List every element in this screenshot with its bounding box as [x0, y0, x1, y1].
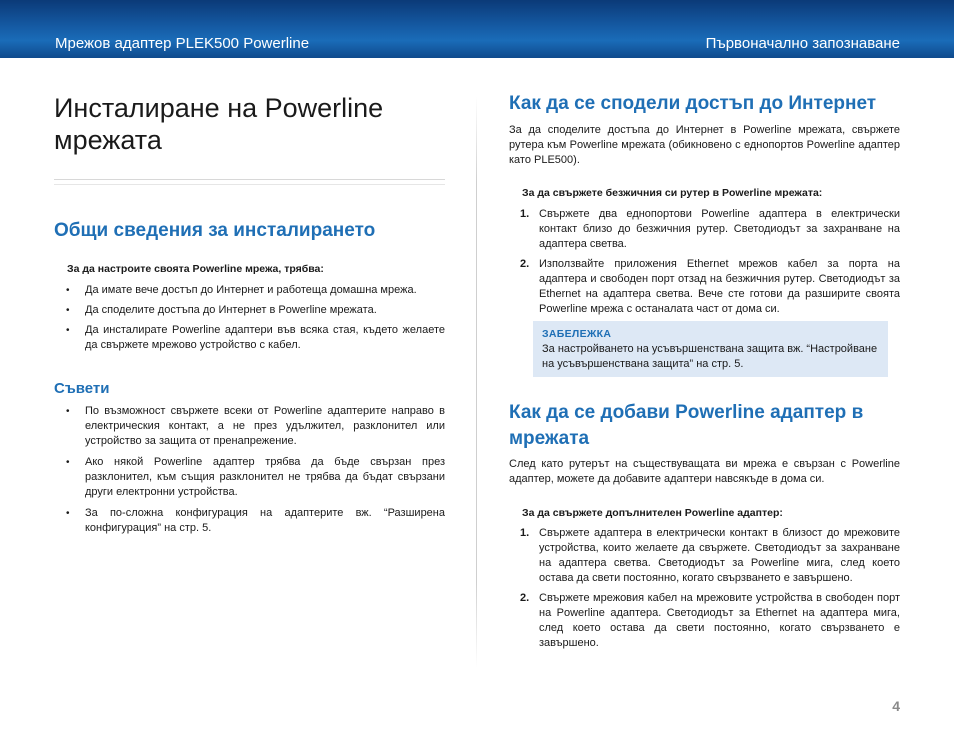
step-text: Свържете адаптера в електрически контакт в близост до мрежовите устройства, които желаете да свържете. Светодиодът за захранване на адаптера светва. Светодиодът за Powerline мига, след което остава да свети постоянно, когато свързването е завършено.	[539, 527, 900, 584]
share-paragraph: За да споделите достъпа до Интернет в Powerline мрежата, свържете рутера към Powerline мрежата (обикновено с еднопортов Powerline адаптер като PLE500).	[509, 124, 900, 166]
note-box	[533, 321, 888, 377]
page-header	[0, 0, 954, 58]
list-item: • Да имате вече достъп до Интернет и работеща домашна мрежа.	[54, 283, 445, 298]
list-item: • Да инсталирате Powerline адаптери във всяка стая, където желаете да свържете мрежово устройство с кабел.	[54, 323, 445, 353]
list-item	[509, 257, 900, 317]
share-steps	[509, 207, 900, 317]
tips-heading: Съвети	[54, 380, 110, 397]
share-lead: За да свържете безжичния си рутер в Powerline мрежата:	[522, 187, 823, 199]
step-text: Свържете два еднопортови Powerline адаптера в електрически контакт близо до безжичния рутер. Светодиодът за захранване на адаптера светва.	[539, 208, 900, 250]
tips-list	[54, 404, 445, 536]
list-item: • По възможност свържете всеки от Powerline адаптерите направо в електрическия контакт, а не през удължител, разклонител или устройство за защита от пренапрежение.	[54, 404, 445, 449]
note-title: ЗАБЕЛЕЖКА	[542, 328, 612, 340]
add-adapter-lead: За да свържете допълнителен Powerline адаптер:	[522, 507, 783, 519]
overview-heading: Общи сведения за инсталирането	[54, 220, 376, 241]
share-heading: Как да се сподели достъп до Интернет	[509, 93, 877, 114]
step-number: 1.	[520, 208, 530, 220]
add-adapter-heading: Как да се добави Powerline адаптер в мрежата	[509, 402, 864, 449]
overview-lead: За да настроите своята Powerline мрежа, трябва:	[67, 263, 324, 275]
list-item	[509, 591, 900, 651]
add-adapter-paragraph: След като рутерът на съществуващата ви мрежа е свързан с Powerline адаптер, можете да добавите адаптери навсякъде в дома си.	[509, 458, 900, 485]
title-divider	[54, 179, 445, 180]
list-item: • Ако някой Powerline адаптер трябва да бъде свързан през разклонител, към същия разклонител не трябва да бъдат свързани други електронни устройства.	[54, 455, 445, 500]
header-section-title: Първоначално запознаване	[705, 35, 900, 52]
column-divider	[476, 96, 477, 668]
step-text: Свържете мрежовия кабел на мрежовите устройства в свободен порт на Powerline адаптера. Светодиодът за Ethernet на адаптера мига, след което остава да свети постоянно, когато свързването е завършено.	[539, 592, 900, 649]
step-number: 1.	[520, 527, 530, 539]
note-text: За настройването на усъвършенствана защита вж. “Настройване на усъвършенствана защита” на стр. 5.	[542, 343, 878, 370]
header-product-title: Мрежов адаптер PLEK500 Powerline	[55, 35, 310, 52]
list-item: • Да споделите достъпа до Интернет в Powerline мрежата.	[54, 303, 445, 318]
list-item: • За по-сложна конфигурация на адаптерите вж. “Разширена конфигурация” на стр. 5.	[54, 506, 445, 536]
list-item	[509, 526, 900, 586]
title-divider-secondary	[54, 184, 445, 185]
step-number: 2.	[520, 592, 530, 604]
step-number: 2.	[520, 258, 530, 270]
add-adapter-steps	[509, 526, 900, 651]
step-text: Използвайте приложения Ethernet мрежов кабел за порта на адаптера и свободен порт отзад на безжичния рутер. Светодиодът за Ethernet на адаптера светва. Вече сте готови да разширите своята Powerline мрежа с останалата част от дома си.	[539, 258, 900, 315]
page-number: 4	[892, 698, 900, 714]
page-title: Инсталиране на Powerline мрежата	[54, 93, 384, 155]
overview-list	[54, 283, 445, 353]
list-item	[509, 207, 900, 252]
